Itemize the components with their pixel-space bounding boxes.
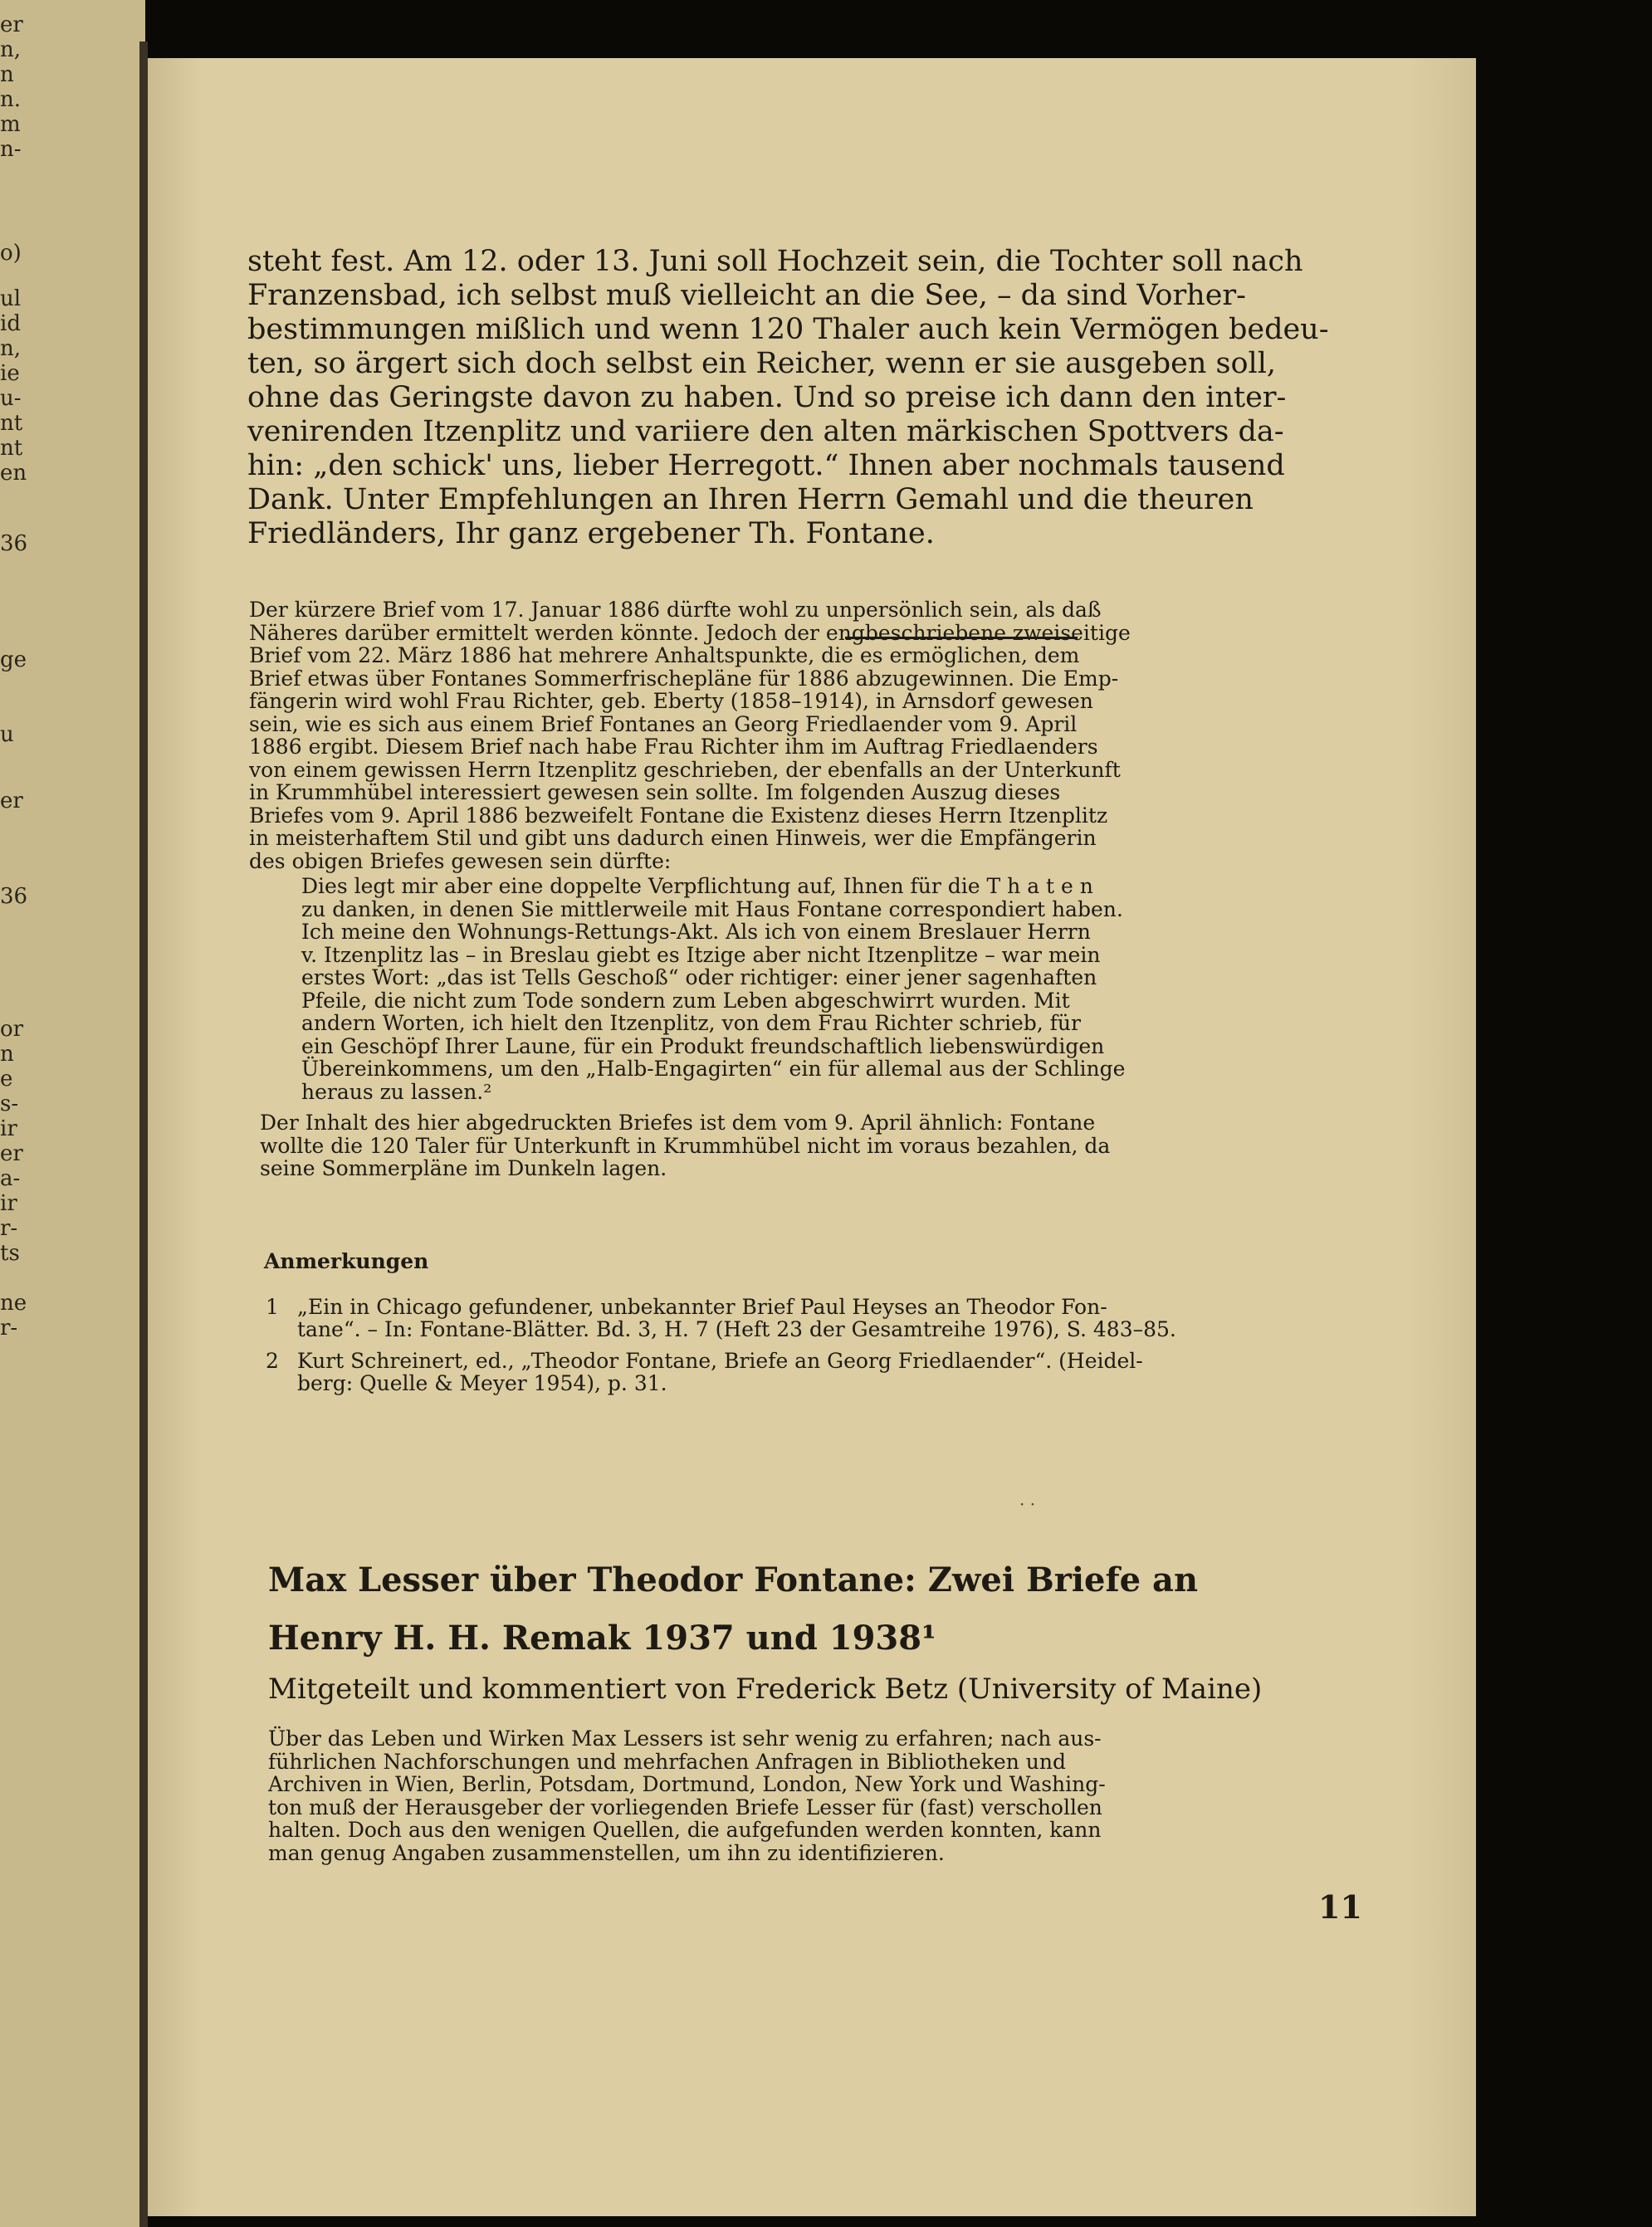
text-line: von einem gewissen Herrn Itzenplitz geschrieben, der ebenfalls an der Unterkunft [249,757,1121,782]
text-line: wollte die 120 Taler für Unterkunft in Krummhübel nicht im voraus bezahlen, da [260,1133,1111,1158]
note-number: 2 [266,1349,279,1373]
text-line: ton muß der Herausgeber der vorliegenden Briefe Lesser für (fast) verschollen [268,1795,1102,1819]
text-line: Über das Leben und Wirken Max Lessers ist sehr wenig zu erfahren; nach aus- [268,1726,1102,1751]
text-line: seine Sommerpläne im Dunkeln lagen. [260,1156,667,1180]
note-text-line: „Ein in Chicago gefundener, unbekannter Brief Paul Heyses an Theodor Fon- [297,1295,1107,1319]
text-line: Brief vom 22. März 1886 hat mehrere Anhaltspunkte, die es ermöglichen, dem [249,643,1080,667]
ornament-dots: · · [1019,1494,1036,1514]
facing-page-fragment: er [0,789,23,813]
text-line: Dies legt mir aber eine doppelte Verpflichtung auf, Ihnen für die T h a t e n [301,874,1093,898]
facing-page-fragment: n [0,62,14,87]
text-line: andern Worten, ich hielt den Itzenplitz, von dem Frau Richter schrieb, für [301,1011,1081,1035]
facing-page-fragment: er [0,12,23,37]
text-line: heraus zu lassen.² [301,1079,492,1104]
facing-page [0,0,145,2227]
facing-page-fragment: ts [0,1241,20,1266]
text-line: ohne das Geringste davon zu haben. Und so preise ich dann den inter- [247,381,1287,414]
text-line: Brief etwas über Fontanes Sommerfrischepläne für 1886 abzugewinnen. Die Emp- [249,666,1119,691]
text-line: fängerin wird wohl Frau Richter, geb. Eberty (1858–1914), in Arnsdorf gewesen [249,689,1093,713]
facing-page-fragment: nt [0,436,23,461]
text-line: in Krummhübel interessiert gewesen sein sollte. Im folgenden Auszug dieses [249,780,1061,804]
text-line: bestimmungen mißlich und wenn 120 Thaler auch kein Vermögen bedeu- [247,313,1329,346]
text-line: Franzensbad, ich selbst muß vielleicht an die See, – da sind Vorher- [247,279,1246,312]
note-text-line: tane“. – In: Fontane-Blätter. Bd. 3, H. 7 (Heft 23 der Gesamtreihe 1976), S. 483–85. [297,1317,1176,1341]
page [148,58,1476,2216]
facing-page-fragment: 36 [0,531,28,556]
facing-page-fragment: u [0,722,14,747]
text-line: Der Inhalt des hier abgedruckten Briefes ist dem vom 9. April ähnlich: Fontane [260,1111,1096,1135]
note-text-line: berg: Quelle & Meyer 1954), p. 31. [297,1371,667,1395]
facing-page-fragment: o) [0,241,22,266]
facing-page-fragment: m [0,112,21,137]
text-line: Pfeile, die nicht zum Tode sondern zum Leben abgeschwirrt wurden. Mit [301,988,1070,1013]
facing-page-fragment: er [0,1141,23,1166]
facing-page-fragment: ne [0,1291,27,1316]
facing-page-fragment: nt [0,411,23,436]
facing-page-fragment: r- [0,1316,18,1341]
facing-page-fragment: ul [0,286,22,311]
facing-page-fragment: ir [0,1191,17,1216]
text-line: des obigen Briefes gewesen sein dürfte: [249,848,672,873]
facing-page-fragment: ie [0,361,20,386]
text-line: sein, wie es sich aus einem Brief Fontanes an Georg Friedlaender vom 9. April [249,711,1078,736]
facing-page-fragment: u- [0,386,22,411]
text-line: halten. Doch aus den wenigen Quellen, die aufgefunden werden konnten, kann [268,1818,1102,1842]
facing-page-fragment: e [0,1067,13,1092]
facing-page-fragment: s- [0,1092,19,1116]
text-line: hin: „den schick' uns, lieber Herregott.“ Ihnen aber nochmals tausend [247,449,1285,482]
article-title-line-1: Max Lesser über Theodor Fontane: Zwei Briefe an [268,1560,1199,1599]
text-line: v. Itzenplitz las – in Breslau giebt es Itzige aber nicht Itzenplitze – war mein [301,942,1101,967]
text-line: ten, so ärgert sich doch selbst ein Reicher, wenn er sie ausgeben soll, [247,347,1277,380]
facing-page-fragment: 36 [0,884,28,909]
facing-page-fragment: n [0,1042,14,1067]
text-line: erstes Wort: „das ist Tells Geschoß“ oder richtiger: einer jener sagenhaften [301,965,1097,989]
text-line: Ich meine den Wohnungs-Rettungs-Akt. Als ich von einem Breslauer Herrn [301,920,1091,944]
facing-page-fragment: or [0,1017,24,1042]
note-text-line: Kurt Schreinert, ed., „Theodor Fontane, Briefe an Georg Friedlaender“. (Heidel- [297,1349,1143,1373]
text-line: 1886 ergibt. Diesem Brief nach habe Frau Richter ihm im Auftrag Friedlaenders [249,735,1098,759]
facing-page-fragment: ge [0,647,27,672]
note-number: 1 [266,1295,279,1319]
text-line: Näheres darüber ermittelt werden könnte. Jedoch der engbeschriebene zweiseitige [249,620,1131,645]
text-line: zu danken, in denen Sie mittlerweile mit Haus Fontane correspondiert haben. [301,896,1123,921]
text-line: venirenden Itzenplitz und variiere den alten märkischen Spottvers da- [247,415,1284,448]
article-title-line-2: Henry H. H. Remak 1937 und 1938¹ [268,1619,936,1658]
text-line: Der kürzere Brief vom 17. Januar 1886 dürfte wohl zu unpersönlich sein, als daß [249,598,1102,622]
facing-page-fragment: en [0,461,27,486]
page-number: 11 [1318,1888,1362,1926]
notes-heading: Anmerkungen [264,1249,429,1273]
text-line: Archiven in Wien, Berlin, Potsdam, Dortmund, London, New York und Washing- [268,1772,1106,1796]
text-line: Dank. Unter Empfehlungen an Ihren Herrn Gemahl und die theuren [247,483,1254,516]
facing-page-fragment: n- [0,137,22,162]
facing-page-fragment: n, [0,37,22,62]
text-line: steht fest. Am 12. oder 13. Juni soll Hochzeit sein, die Tochter soll nach [247,245,1303,278]
facing-page-fragment: ir [0,1116,17,1141]
text-line: führlichen Nachforschungen und mehrfachen Anfragen in Bibliotheken und [268,1749,1066,1774]
facing-page-fragment: r- [0,1216,18,1241]
text-line: in meisterhaftem Stil und gibt uns dadurch einen Hinweis, wer die Empfängerin [249,826,1097,850]
facing-page-fragment: id [0,311,21,336]
facing-page-fragment: n. [0,87,22,112]
text-line: Briefes vom 9. April 1886 bezweifelt Fontane die Existenz dieses Herrn Itzenplitz [249,803,1108,828]
article-byline: Mitgeteilt und kommentiert von Frederick Betz (University of Maine) [268,1673,1263,1706]
text-line: ein Geschöpf Ihrer Laune, für ein Produkt freundschaftlich liebenswürdigen [301,1033,1105,1058]
text-line: Übereinkommens, um den „Halb-Engagirten“ ein für allemal aus der Schlinge [301,1057,1126,1081]
facing-page-fragment: n, [0,336,22,361]
text-line: man genug Angaben zusammenstellen, um ihn zu identifizieren. [268,1840,945,1865]
book-gutter [139,42,148,2227]
text-line: Friedländers, Ihr ganz ergebener Th. Fontane. [247,517,935,550]
facing-page-fragment: a- [0,1166,21,1191]
